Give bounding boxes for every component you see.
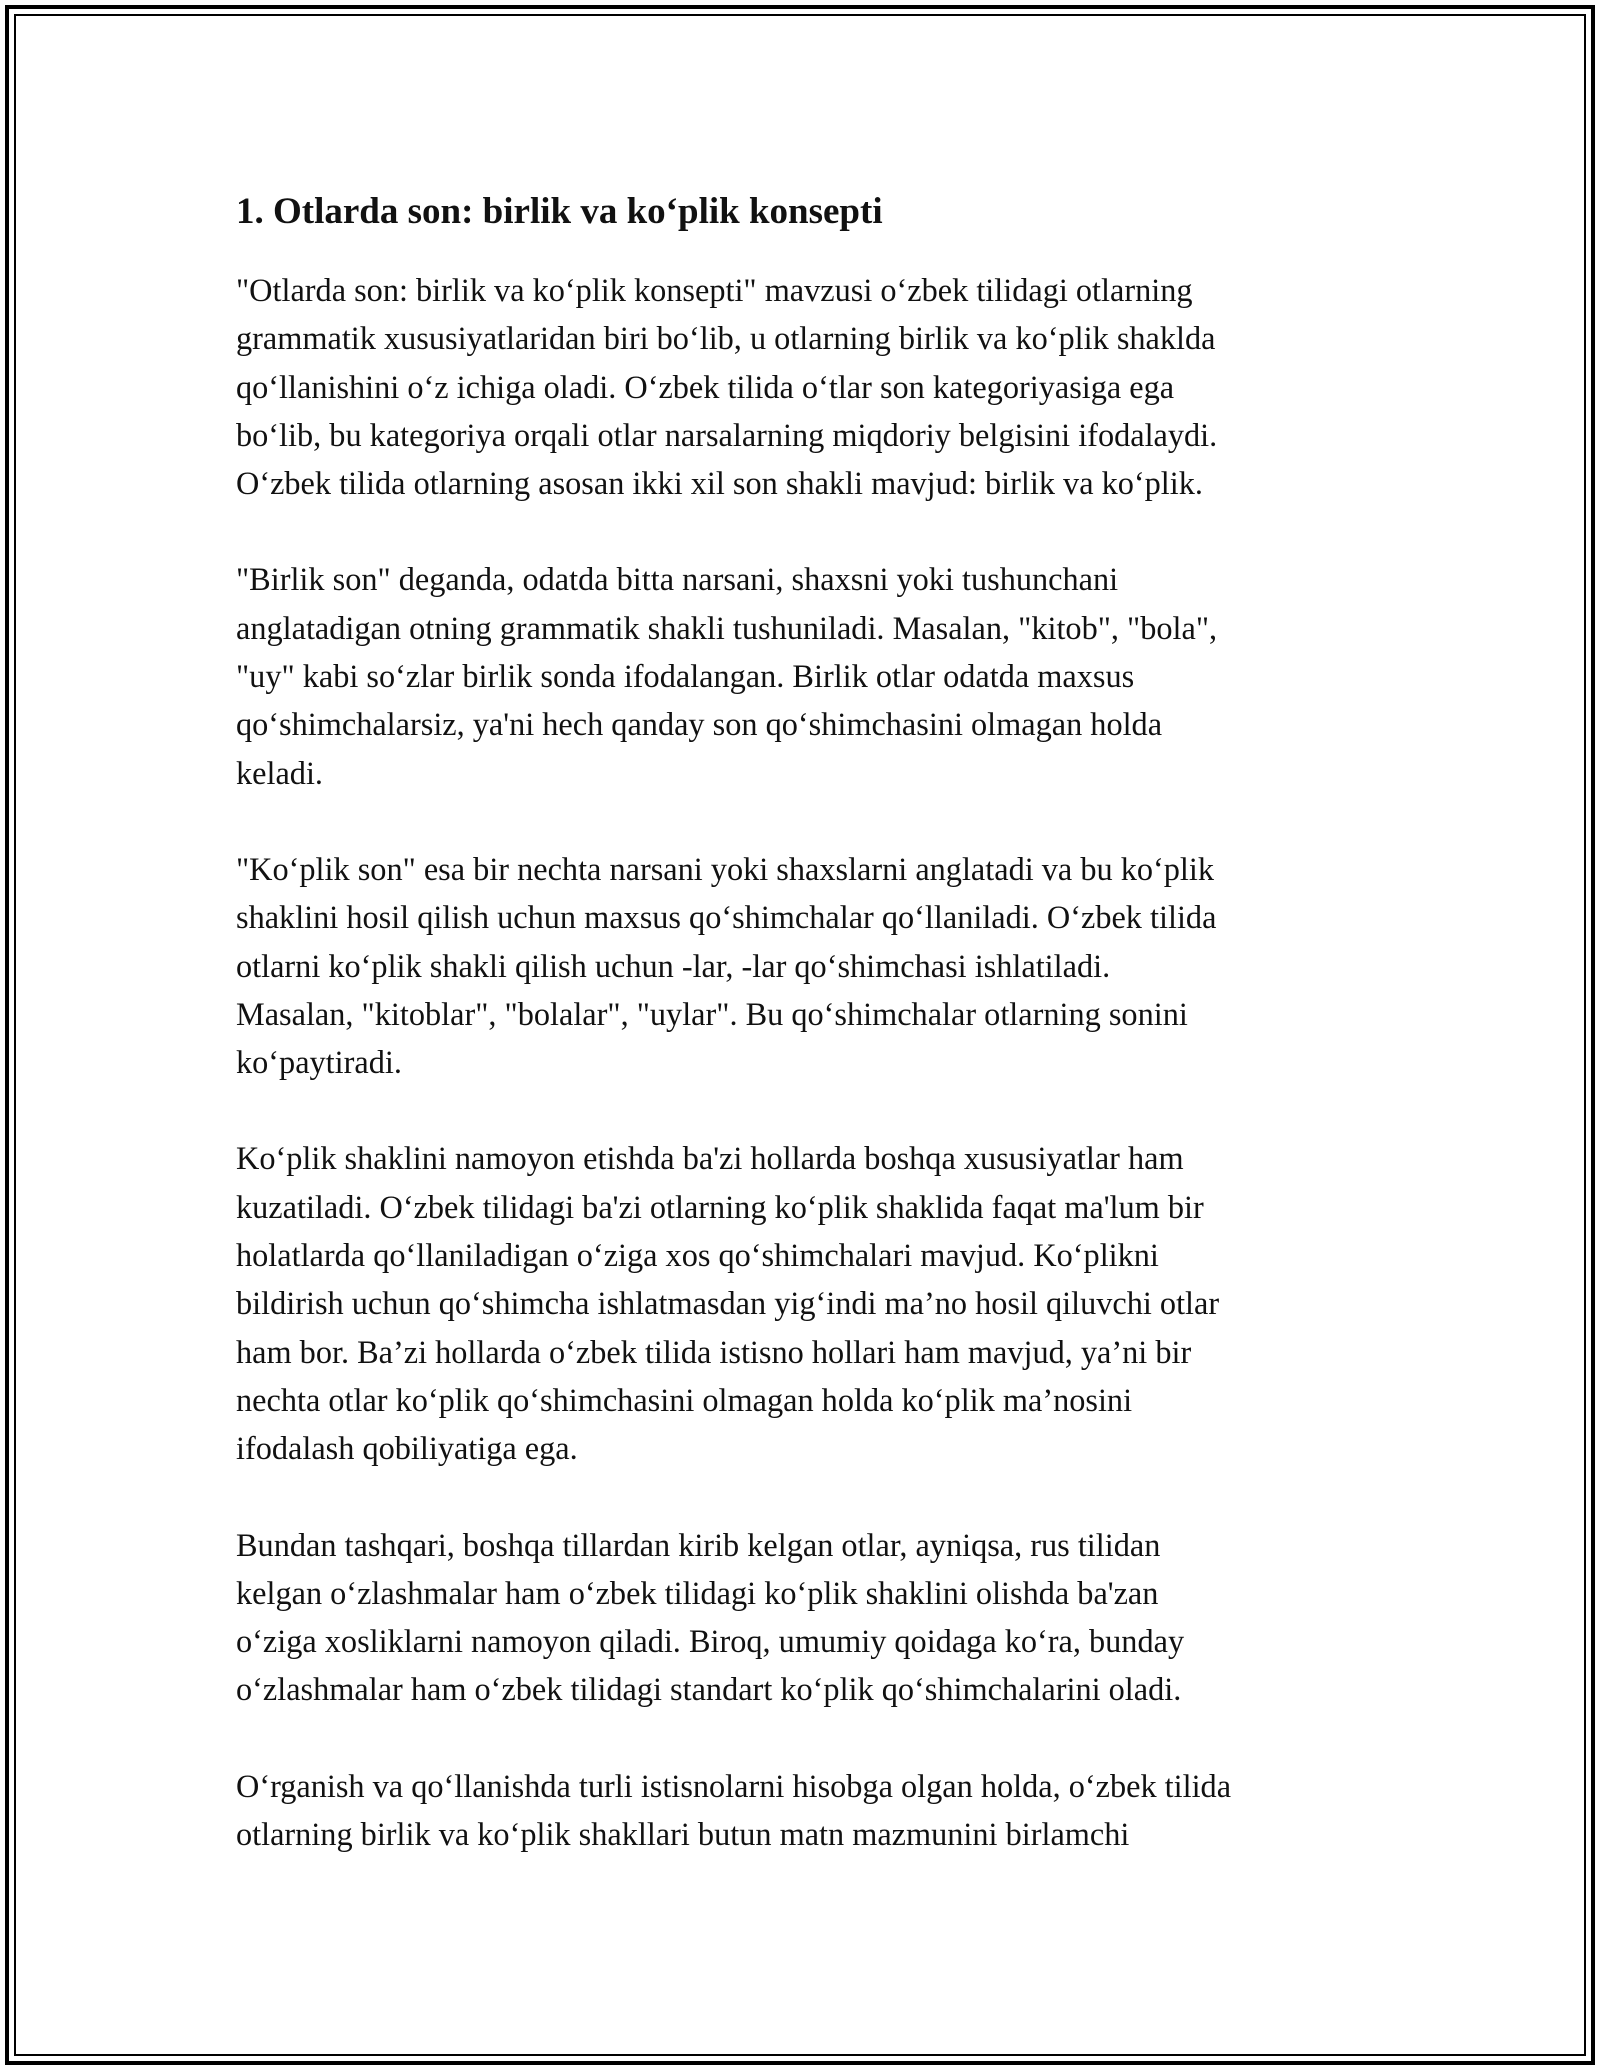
text-line: otlarning birlik va ko‘plik shakllari butun matn mazmunini birlamchi bbox=[236, 1816, 1130, 1853]
paragraph-2 bbox=[236, 555, 1376, 796]
text-line: bildirish uchun qo‘shimcha ishlatmasdan yig‘indi ma’no hosil qiluvchi otlar bbox=[236, 1285, 1220, 1322]
text-line: ko‘paytiradi. bbox=[236, 1044, 402, 1081]
paragraph-3 bbox=[236, 845, 1376, 1086]
text-line: qo‘llanishini o‘z ichiga oladi. O‘zbek tilida o‘tlar son kategoriyasiga ega bbox=[236, 368, 1175, 405]
text-line: o‘ziga xosliklarni namoyon qiladi. Biroq, umumiy qoidaga ko‘ra, bunday bbox=[236, 1623, 1185, 1660]
text-line: otlarni ko‘plik shakli qilish uchun -lar, -lar qo‘shimchasi ishlatiladi. bbox=[236, 947, 1111, 984]
text-line: o‘zlashmalar ham o‘zbek tilidagi standart ko‘plik qo‘shimchalarini oladi. bbox=[236, 1671, 1182, 1708]
paragraph-1 bbox=[236, 266, 1376, 507]
text-line: "uy" kabi so‘zlar birlik sonda ifodalangan. Birlik otlar odatda maxsus bbox=[236, 658, 1135, 695]
text-line: Bundan tashqari, boshqa tillardan kirib kelgan otlar, ayniqsa, rus tilidan bbox=[236, 1526, 1161, 1563]
text-line: nechta otlar ko‘plik qo‘shimchasini olmagan holda ko‘plik ma’nosini bbox=[236, 1381, 1133, 1418]
text-line: shaklini hosil qilish uchun maxsus qo‘shimchalar qo‘llaniladi. O‘zbek tilida bbox=[236, 899, 1217, 936]
paragraph-4 bbox=[236, 1134, 1376, 1472]
document-body bbox=[236, 188, 1376, 1906]
text-line: O‘rganish va qo‘llanishda turli istisnolarni hisobga olgan holda, o‘zbek tilida bbox=[236, 1767, 1232, 1804]
text-line: grammatik xususiyatlaridan biri bo‘lib, u otlarning birlik va ko‘plik shaklda bbox=[236, 320, 1216, 357]
text-line: kuzatiladi. O‘zbek tilidagi ba'zi otlarning ko‘plik shaklida faqat ma'lum bir bbox=[236, 1188, 1204, 1225]
text-line: Ko‘plik shaklini namoyon etishda ba'zi hollarda boshqa xususiyatlar ham bbox=[236, 1140, 1184, 1177]
section-heading: 1. Otlarda son: birlik va ko‘plik konsepti bbox=[236, 191, 883, 232]
text-line: qo‘shimchalarsiz, ya'ni hech qanday son qo‘shimchasini olmagan holda bbox=[236, 706, 1163, 743]
paragraph-6 bbox=[236, 1762, 1376, 1859]
text-line: "Ko‘plik son" esa bir nechta narsani yoki shaxslarni anglatadi va bu ko‘plik bbox=[236, 850, 1214, 887]
text-line: Masalan, "kitoblar", "bolalar", "uylar". Bu qo‘shimchalar otlarning sonini bbox=[236, 995, 1188, 1032]
text-line: bo‘lib, bu kategoriya orqali otlar narsalarning miqdoriy belgisini ifodalaydi. bbox=[236, 416, 1218, 453]
text-line: kelgan o‘zlashmalar ham o‘zbek tilidagi ko‘plik shaklini olishda ba'zan bbox=[236, 1574, 1159, 1611]
text-line: ham bor. Ba’zi hollarda o‘zbek tilida istisno hollari ham mavjud, ya’ni bir bbox=[236, 1333, 1192, 1370]
text-line: ifodalash qobiliyatiga ega. bbox=[236, 1430, 578, 1467]
text-line: anglatadigan otning grammatik shakli tushuniladi. Masalan, "kitob", "bola", bbox=[236, 609, 1218, 646]
text-line: keladi. bbox=[236, 754, 323, 791]
text-line: holatlarda qo‘llaniladigan o‘ziga xos qo‘shimchalari mavjud. Ko‘plikni bbox=[236, 1237, 1159, 1274]
text-line: O‘zbek tilida otlarning asosan ikki xil son shakli mavjud: birlik va ko‘plik. bbox=[236, 465, 1203, 502]
paragraph-5 bbox=[236, 1521, 1376, 1714]
text-line: "Birlik son" deganda, odatda bitta narsani, shaxsni yoki tushunchani bbox=[236, 561, 1119, 598]
text-line: "Otlarda son: birlik va ko‘plik konsepti" mavzusi o‘zbek tilidagi otlarning bbox=[236, 272, 1193, 308]
